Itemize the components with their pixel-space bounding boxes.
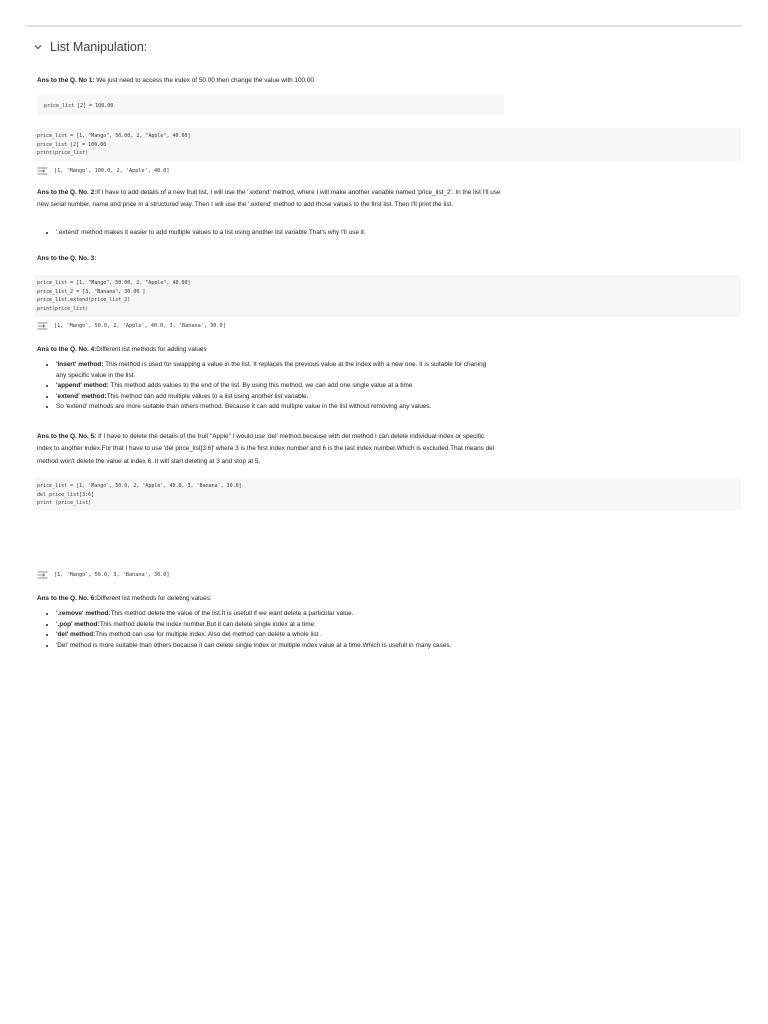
q6-label: Ans to the Q. No. 6: (37, 595, 97, 602)
bullet-text: This method delete the index number.But it can delete single index at a time. (99, 620, 316, 628)
q5-label: Ans to the Q. No. 5: (37, 433, 97, 440)
q5-code-cell[interactable]: price_list = [1, 'Mango', 50.0, 2, 'Apple', 40.0, 3, 'Banana', 30.0] del price_list[3:6] print (price_list) (34, 478, 741, 511)
q1-label: Ans to the Q. No 1: (37, 77, 95, 84)
list-item (56, 360, 487, 381)
list-item (56, 620, 487, 631)
q5-text: If I have to delete the details of the fruit "Apple" I would use 'del' method.because with del method I can delete individual index or specific index to another index.For that I have to use 'del price_list[3:6]' where 3 is the first index number and 6 is the last index number.Which is excluded.That means del method won't delete the value at index 6 .It will start deleting at 3 and stop at 5. (37, 433, 495, 465)
q6-text: Different list methods for deleting values: (96, 595, 212, 602)
list-item (56, 641, 487, 652)
q2-label: Ans to the Q. No. 2: (37, 189, 97, 196)
bullet-term: 'Insert' method: (56, 361, 104, 368)
q2-answer (37, 187, 502, 212)
q1-code-cell[interactable]: price_list = [1, "Mango", 50.00, 2, "Apple", 40.00] price_list [2] = 100.00 print(price_list) (34, 128, 741, 161)
bullet-text: This method delete the value of the list.It is usefull if we want delete a particular value. (110, 610, 354, 617)
output-expand-icon[interactable] (37, 167, 48, 175)
bullet-term: '.pop' method: (56, 620, 100, 628)
q4-bullets (37, 360, 487, 413)
bullet-text: This method is used for swapping a value in the list. It replaces the previous value at the index with a new one. It is suitable for chaning any specific value in the list. (56, 361, 487, 379)
top-divider (25, 25, 742, 27)
q5-answer (37, 431, 497, 468)
list-item (56, 381, 487, 392)
bullet-text: This method can add multiple values to a list using another list variable. (106, 392, 309, 400)
output-expand-icon[interactable] (37, 322, 48, 330)
q6-answer (37, 593, 507, 605)
chevron-down-icon[interactable] (33, 42, 43, 52)
q5-output (37, 571, 170, 579)
q1-text: We just need to access the index of 50.00 then change the value with 100.00 (94, 77, 314, 84)
q5-output-text: [1, 'Mango', 50.0, 3, 'Banana', 30.0] (54, 572, 170, 578)
section-title: List Manipulation: (50, 40, 148, 54)
output-expand-icon[interactable] (37, 571, 48, 579)
list-item: • '.extend' method makes it easier to add multiple values to a list using another list variable.That's why I'll use it. (56, 228, 507, 239)
list-item (56, 402, 487, 413)
q4-text: Different list methods for adding values (96, 346, 207, 353)
list-item (56, 609, 487, 620)
bullet-text: So 'extend' methods are more suitable than others method. Because it can add multiple value in the list without removing any values. (56, 403, 432, 410)
q1-output (37, 167, 170, 175)
bullet-text: This method adds values to the end of the list. By using this method, we can add one single value at a time (108, 382, 413, 389)
q6-bullets (37, 609, 487, 651)
bullet-text: 'Del' method is more suitable than others because it can delete single index or multiple index value at a time.Which is usefull in many cases. (56, 641, 452, 649)
q1-snippet-cell[interactable]: price_list [2] = 100.00 (37, 94, 504, 115)
q3-code-cell[interactable]: price_list = [1, "Mango", 50.00, 2, "Apple", 40.00] price_list_2 = [3, "Banana", 30.00 ] price_list.extend(price_list_2) print(price_list) (34, 275, 741, 317)
q3-output-text: [1, 'Mango', 50.0, 2, 'Apple', 40.0, 3, 'Banana', 30.0] (54, 323, 226, 329)
q1-output-text: [1, 'Mango', 100.0, 2, 'Apple', 40.0] (54, 168, 170, 174)
q2-text: If I have to add details of a new fruit list, I will use the '.extend' method, where I will make another variable named 'price_list_2'. In the list I'll use new serial number, name and price in a structured way. Then I will use the '.extend' method to add those values to the first list. Then I'll print the list. (37, 189, 501, 209)
q4-label: Ans to the Q. No. 4: (37, 346, 97, 353)
bullet-term: '.remove' method: (56, 610, 111, 617)
list-item (56, 630, 487, 641)
q1-answer (37, 75, 507, 87)
bullet-term: 'del' method: (56, 631, 96, 638)
q2-bullets (37, 228, 507, 239)
section-header[interactable] (33, 40, 147, 54)
list-item (56, 392, 487, 403)
q3-answer (37, 253, 507, 265)
bullet-term: 'append' method: (56, 382, 109, 389)
q3-output (37, 322, 226, 330)
q3-label: Ans to the Q. No. 3: (37, 255, 97, 262)
bullet-text: This method can use for multiple index. Also del method can delete a whole list . (95, 631, 322, 638)
bullet-term: 'extend' method: (56, 392, 107, 400)
q4-answer (37, 344, 507, 356)
